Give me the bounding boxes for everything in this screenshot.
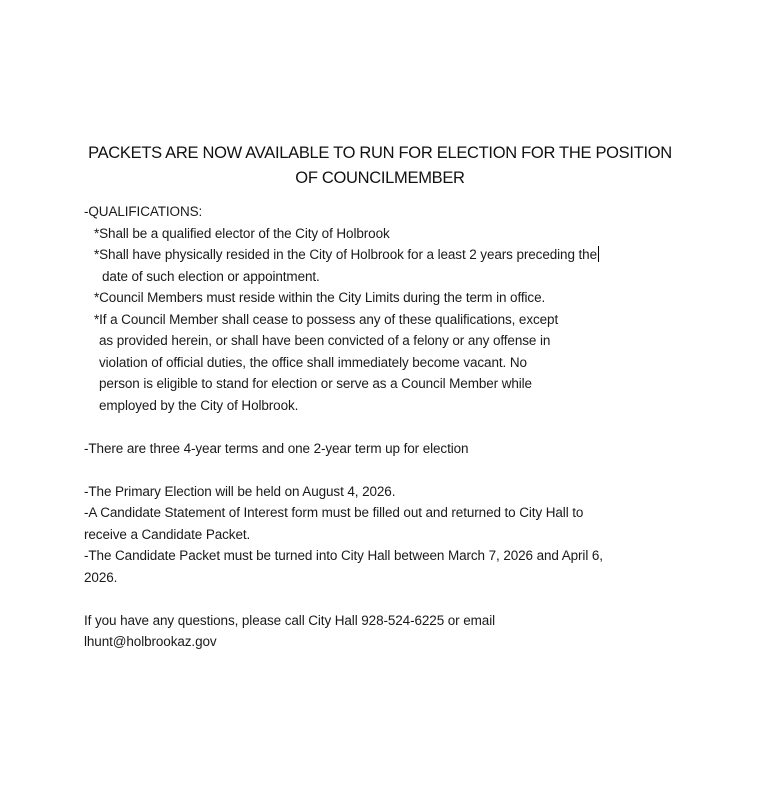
qualification-residency xyxy=(84,244,684,266)
text-cursor xyxy=(598,246,599,262)
qualification-residency-text: *Shall have physically resided in the City of Holbrook for a least 2 years preceding the xyxy=(94,247,597,262)
qualification-vacancy-cont-2: violation of official duties, the office shall immediately become vacant. No xyxy=(99,354,527,370)
qualification-vacancy: *If a Council Member shall cease to possess any of these qualifications, except xyxy=(94,311,559,327)
qualification-vacancy-cont-4: employed by the City of Holbrook. xyxy=(99,397,299,413)
spacer xyxy=(84,588,684,610)
packet-paragraph-line-2: 2026. xyxy=(84,569,118,585)
qualification-elector: *Shall be a qualified elector of the City of Holbrook xyxy=(94,225,390,241)
statement-paragraph-line-1: -A Candidate Statement of Interest form must be filled out and returned to City Hall to xyxy=(84,505,584,520)
qualifications-heading: -QUALIFICATIONS: xyxy=(84,204,203,219)
primary-election-paragraph: -The Primary Election will be held on August 4, 2026. xyxy=(84,483,396,499)
qualification-residency-cont: date of such election or appointment. xyxy=(102,268,320,284)
qualification-vacancy-cont-1: as provided herein, or shall have been convicted of a felony or any offense in xyxy=(99,333,551,348)
contact-email[interactable]: lhunt@holbrookaz.gov xyxy=(84,634,217,649)
qualification-city-limits: *Council Members must reside within the City Limits during the term in office. xyxy=(94,290,546,305)
document-title xyxy=(80,141,680,191)
statement-paragraph-line-2: receive a Candidate Packet. xyxy=(84,526,251,542)
title-line-1: PACKETS ARE NOW AVAILABLE TO RUN FOR ELECTION FOR THE POSITION xyxy=(88,144,672,162)
qualification-vacancy-cont-3: person is eligible to stand for election or serve as a Council Member while xyxy=(99,376,532,391)
spacer xyxy=(84,416,684,438)
terms-paragraph: -There are three 4-year terms and one 2-year term up for election xyxy=(84,440,469,456)
packet-paragraph-line-1: -The Candidate Packet must be turned into City Hall between March 7, 2026 and April 6, xyxy=(84,548,603,563)
title-line-2: OF COUNCILMEMBER xyxy=(295,169,465,187)
document-body[interactable] xyxy=(84,201,684,653)
contact-paragraph-line-1: If you have any questions, please call City Hall 928-524-6225 or email xyxy=(84,612,495,628)
spacer xyxy=(84,459,684,481)
